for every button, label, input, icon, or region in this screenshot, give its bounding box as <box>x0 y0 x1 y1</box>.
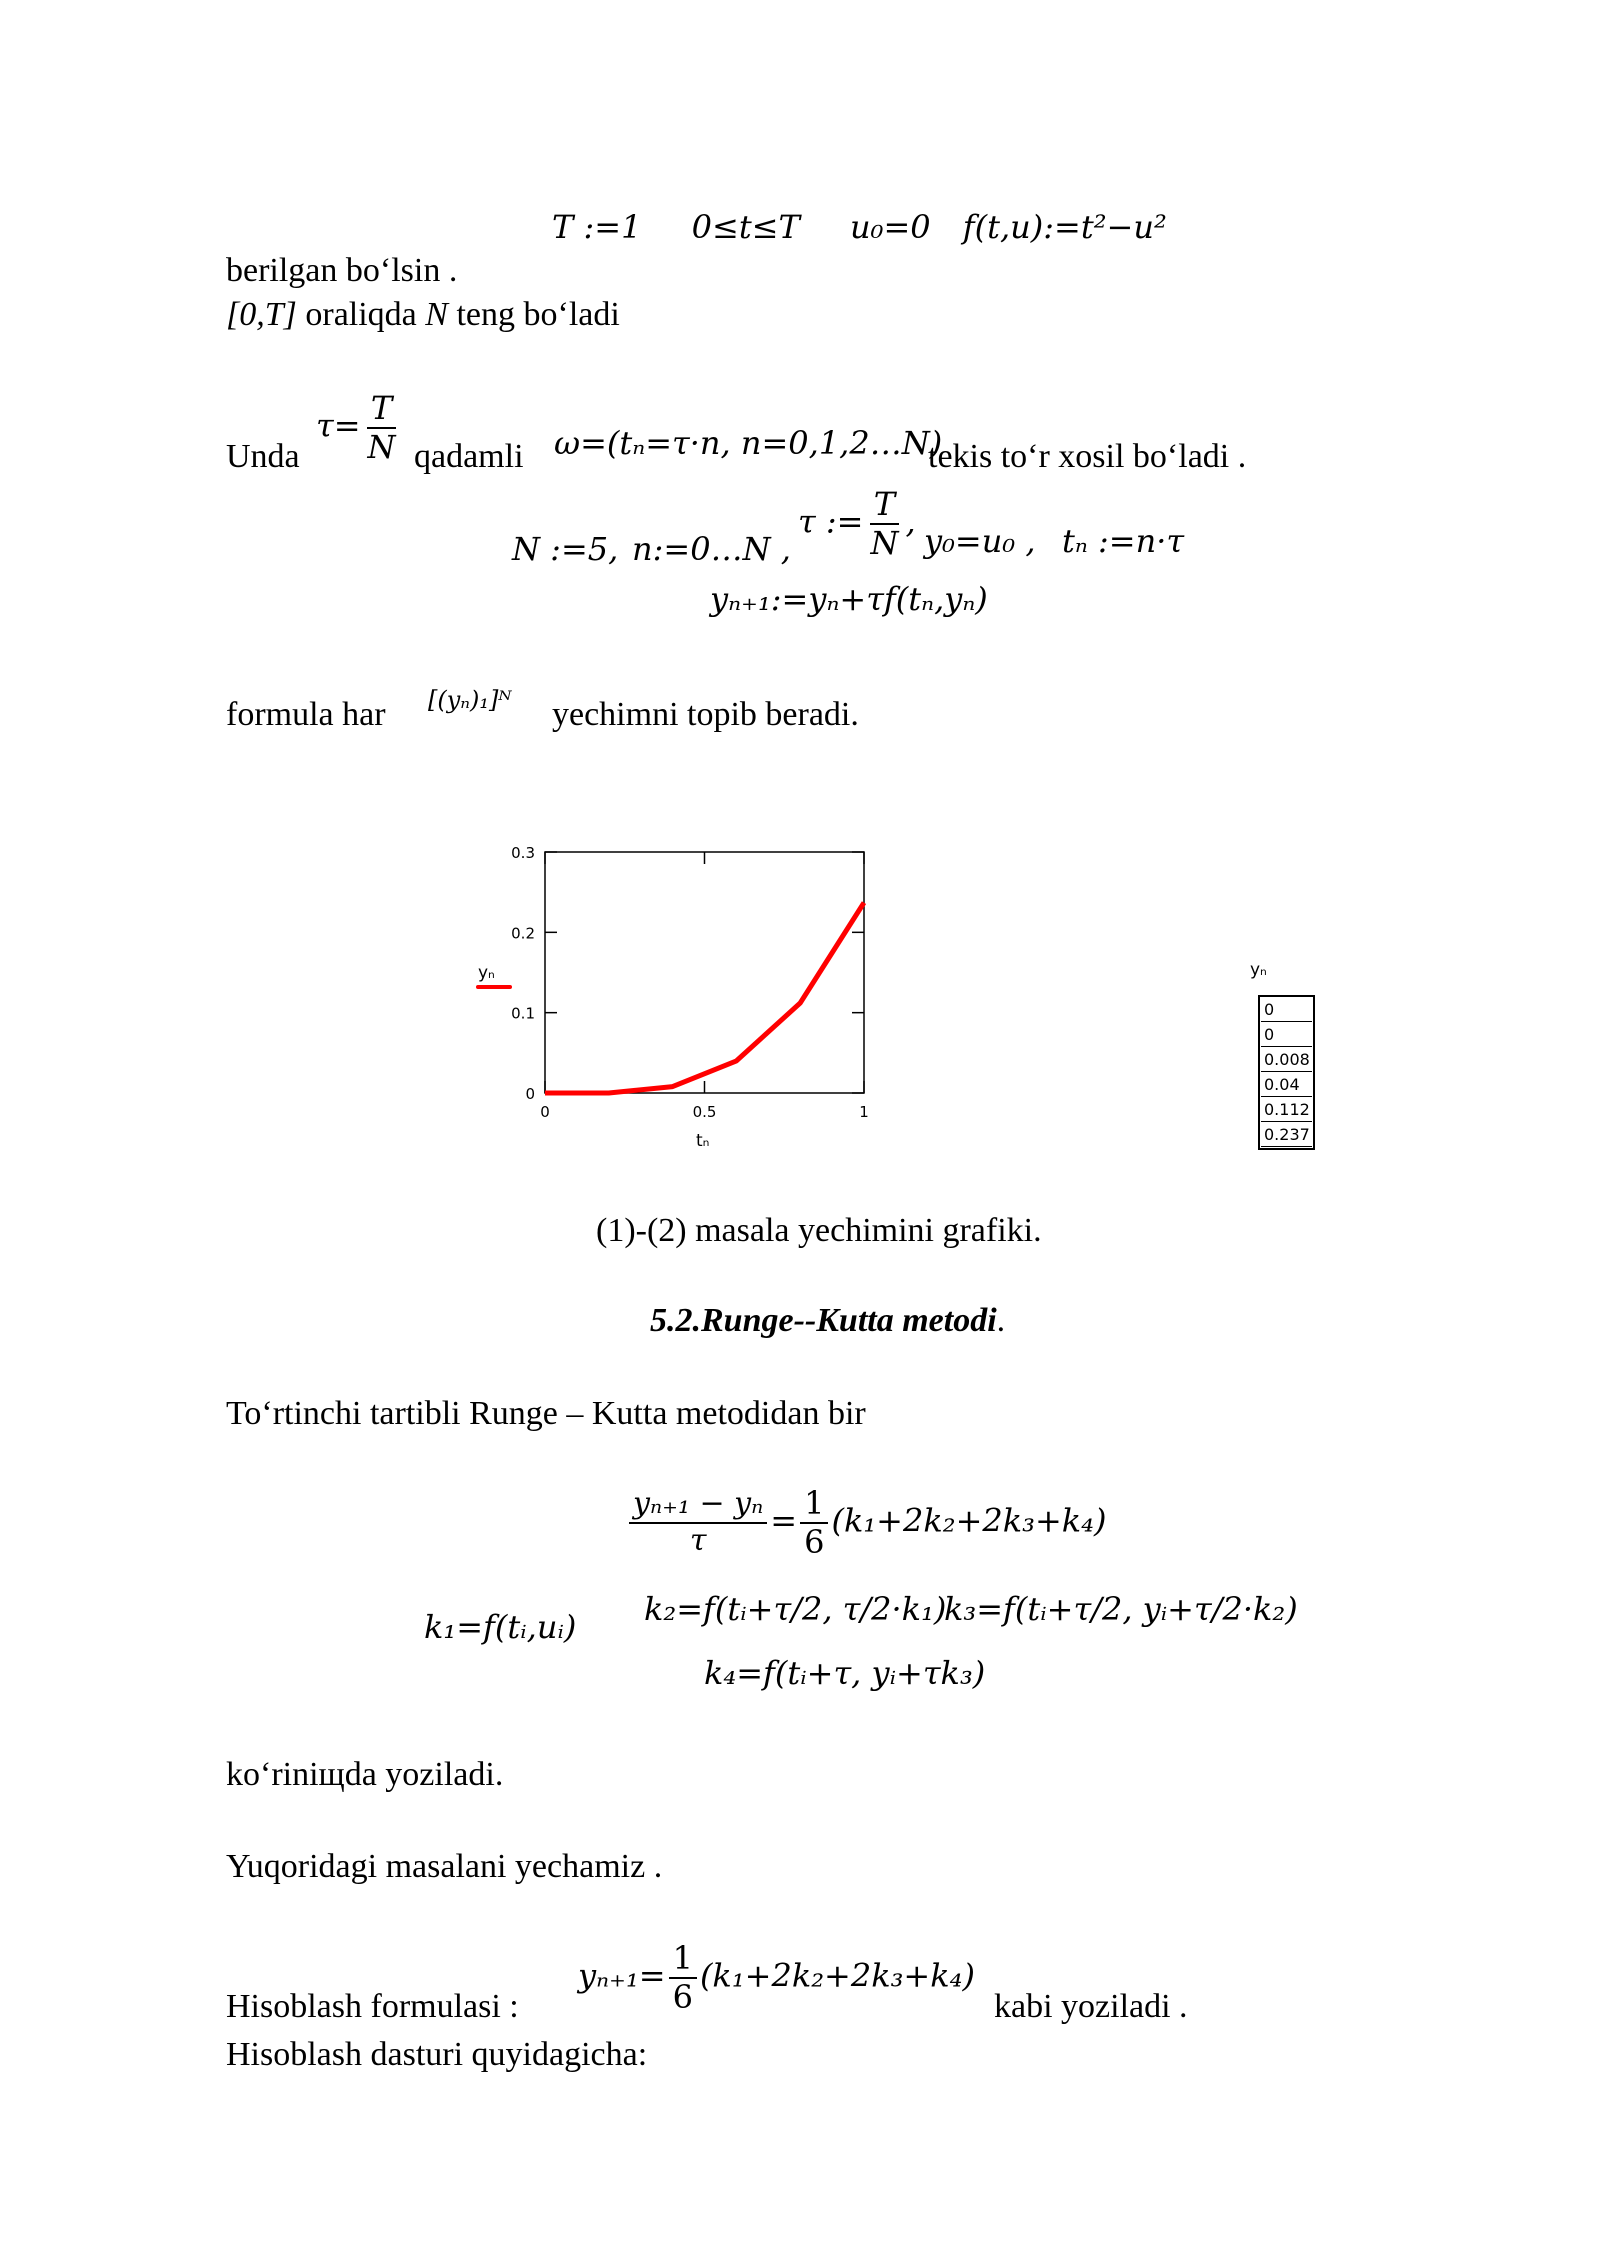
y0-def: y₀=u₀ , <box>924 522 1036 560</box>
table-cell: 0.04 <box>1261 1073 1312 1097</box>
compute-sum: (k₁+2k₂+2k₃+k₄) <box>699 1956 975 1995</box>
section-title-dot: . <box>996 1302 1006 1339</box>
table-cell: 0 <box>1261 1023 1312 1047</box>
x-tick-label: 0 <box>540 1103 550 1121</box>
tau-den: N <box>367 427 396 466</box>
N-def: N :=5, <box>512 530 619 568</box>
tau-def <box>798 486 916 562</box>
compute-lhs: yₙ₊₁= <box>578 1956 666 1995</box>
t-range: 0≤t≤T <box>691 208 800 246</box>
interval: [0,T] <box>226 296 297 333</box>
rk-lhs-den: τ <box>689 1522 707 1558</box>
tau-def-num: T <box>870 486 899 525</box>
solution-chart <box>460 830 960 1160</box>
yechimni-label: yechimni topib beradi. <box>552 696 859 733</box>
tau-def-lhs: τ := <box>798 502 864 541</box>
omega-grid: ω=(tₙ=τ·n, n=0,1,2…N) <box>554 424 943 462</box>
chart-series-line <box>545 903 864 1093</box>
y-tick-label: 0 <box>525 1085 535 1103</box>
rk-k2: k₂=f(tᵢ+τ/2, τ/2·k₁) <box>644 1590 947 1628</box>
rk-k3: k₃=f(tᵢ+τ/2, yᵢ+τ/2·k₂) <box>944 1590 1298 1628</box>
f-def: f(t,u):=t²−u² <box>962 208 1167 246</box>
values-table <box>1258 995 1315 1150</box>
compute-one: 1 <box>669 1940 697 1979</box>
table-cell: 0.008 <box>1261 1048 1312 1072</box>
tau-num: T <box>367 390 396 429</box>
table-cell: 0.237 <box>1261 1123 1312 1147</box>
interval-text: oraliqda <box>296 296 426 333</box>
table-cell: 0.112 <box>1261 1098 1312 1122</box>
table-cell: 0 <box>1261 998 1312 1022</box>
rk-six: 6 <box>804 1522 825 1561</box>
paragraph-runge-kutta: To‘rtinchi tartibli Runge – Kutta metodidan bir <box>226 1395 866 1432</box>
n-def: n:=0…N , <box>632 530 791 568</box>
u0-def: u₀=0 <box>850 208 931 246</box>
tau-lhs: τ= <box>316 406 361 445</box>
x-tick-label: 1 <box>859 1103 869 1121</box>
kabi-label: kabi yoziladi . <box>994 1988 1188 2025</box>
y-tick-label: 0.2 <box>511 924 535 943</box>
x-tick-label: 0.5 <box>692 1103 717 1121</box>
y-tick-label: 0.3 <box>511 844 535 862</box>
paragraph-yuqoridagi: Yuqoridagi masalani yechamiz . <box>226 1848 663 1885</box>
rk-main-formula <box>626 1485 1106 1561</box>
unda-label: Unda <box>226 438 300 475</box>
rk-sum: (k₁+2k₂+2k₃+k₄) <box>831 1501 1107 1540</box>
rk-compute-formula <box>578 1940 975 2016</box>
rk-k1: k₁=f(tᵢ,uᵢ) <box>424 1608 577 1646</box>
N-symbol: N <box>425 296 448 333</box>
tau-formula <box>316 390 403 466</box>
section-title <box>650 1302 1005 1340</box>
paragraph-berilgan: berilgan bo‘lsin . <box>226 252 458 289</box>
table-label: yₙ <box>1250 960 1267 980</box>
chart-ylabel: yₙ <box>478 963 495 983</box>
rk-k4: k₄=f(tᵢ+τ, yᵢ+τk₃) <box>704 1654 986 1692</box>
tau-def-den: N <box>870 523 899 562</box>
tekis-label: tekis to‘r xosil bo‘ladi . <box>928 438 1247 475</box>
paragraph-hisoblash-dasturi: Hisoblash dasturi quyidagicha: <box>226 2036 648 2073</box>
equation-T-def <box>552 208 1167 246</box>
hisoblash-label: Hisoblash formulasi : <box>226 1988 519 2025</box>
paragraph-interval <box>226 296 620 334</box>
chart-plot-area <box>545 852 864 1093</box>
interval-text-2: teng bo‘ladi <box>447 296 620 333</box>
rk-lhs-num: yₙ₊₁ − yₙ <box>629 1487 767 1524</box>
tau-def-comma: , <box>905 502 916 541</box>
rk-one: 1 <box>800 1485 828 1524</box>
section-title-text: 5.2.Runge--Kutta metodi <box>650 1302 997 1339</box>
compute-six: 6 <box>672 1977 693 2016</box>
rk-eq: = <box>770 1501 798 1540</box>
paragraph-korinishda: ko‘riniщda yoziladi. <box>226 1756 504 1793</box>
T-def: T :=1 <box>552 208 642 246</box>
chart-caption: (1)-(2) masala yechimini grafiki. <box>596 1212 1042 1249</box>
tn-def: tₙ :=n·τ <box>1062 522 1185 560</box>
formula-har-label: formula har <box>226 696 386 733</box>
qadamli-label: qadamli <box>414 438 524 475</box>
euler-formula: yₙ₊₁:=yₙ+τf(tₙ,yₙ) <box>710 580 988 618</box>
y-tick-label: 0.1 <box>511 1004 535 1023</box>
solution-vector: [(yₙ)₁]ᴺ <box>428 686 512 714</box>
chart-xlabel: tₙ <box>696 1131 710 1151</box>
